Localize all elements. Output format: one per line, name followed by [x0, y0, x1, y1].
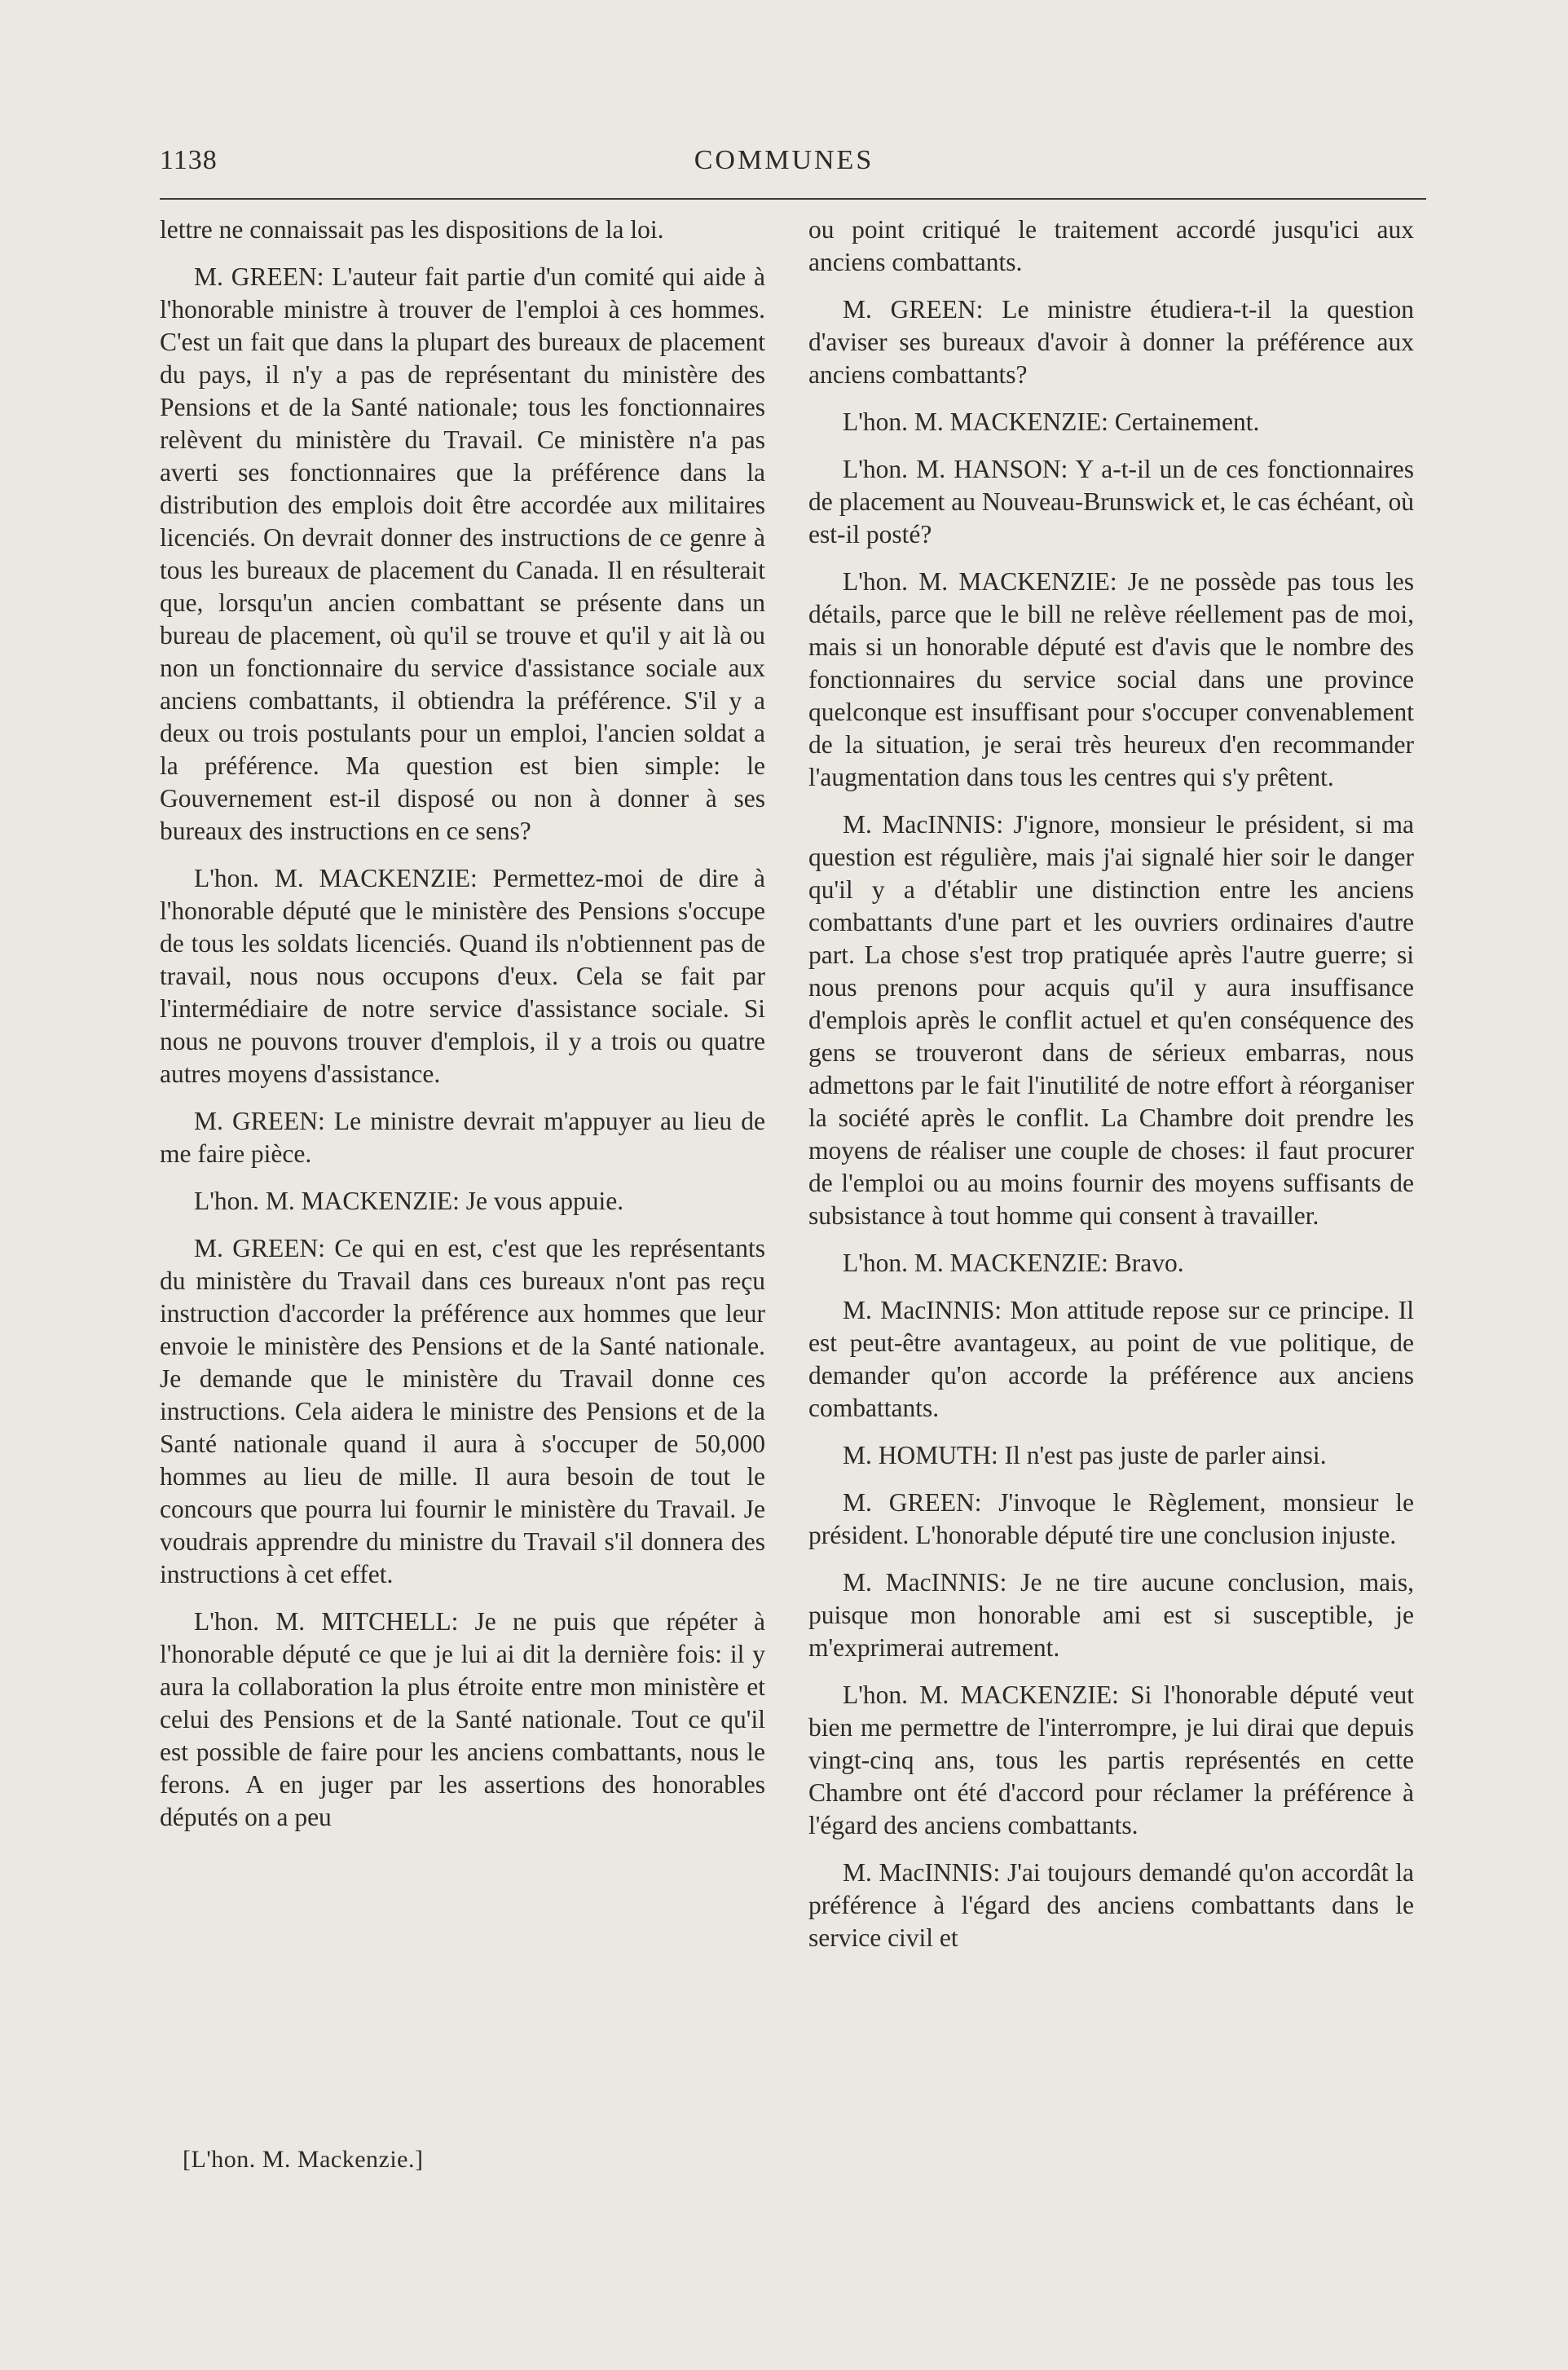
paragraph: M. GREEN: Ce qui en est, c'est que les représentants du ministère du Travail dans ces bureaux n'ont pas reçu instruction d'accorder la préférence aux hommes que leur envoie le ministère des Pensions et de la Santé nationale. Je demande que le ministère du Travail donne ces instructions. Cela aidera le ministre des Pensions et de la Santé nationale quand il aura à s'occuper de 50,000 hommes au lieu de mille. Il aura besoin de tout le concours que pourra lui fournir le ministère du Travail. Je voudrais apprendre du ministre du Travail s'il donnera des instructions à cet effet.	[160, 1234, 765, 1588]
paragraph: L'hon. M. MITCHELL: Je ne puis que répéter à l'honorable député ce que je lui ai dit la dernière fois: il y aura la collaboration la plus étroite entre mon ministère et celui des Pensions et de la Santé nationale. Tout ce qu'il est possible de faire pour les anciens combattants, nous le ferons. A en juger par les assertions des honorables députés on a peu	[160, 1607, 765, 1831]
paragraph: M. GREEN: Le ministre devrait m'appuyer au lieu de me faire pièce.	[160, 1107, 765, 1168]
header-rule	[160, 198, 1426, 200]
paragraph: L'hon. M. MACKENZIE: Permettez-moi de dire à l'honorable député que le ministère des Pensions s'occupe de tous les soldats licenciés. Quand ils n'obtiennent pas de travail, nous nous occupons d'eux. Cela se fait par l'intermédiaire de notre service d'assistance sociale. Si nous ne pouvons trouver d'emplois, il y a trois ou quatre autres moyens d'assistance.	[160, 864, 765, 1088]
paragraph: M. MacINNIS: Mon attitude repose sur ce principe. Il est peut-être avantageux, au point de vue politique, de demander qu'on accorde la préférence aux anciens combattants.	[808, 1296, 1414, 1422]
paragraph: M. HOMUTH: Il n'est pas juste de parler ainsi.	[843, 1441, 1327, 1469]
paragraph: M. MacINNIS: J'ai toujours demandé qu'on accordât la préférence à l'égard des anciens combattants dans le service civil et	[808, 1858, 1414, 1952]
right-column	[808, 214, 1414, 1969]
left-column	[160, 214, 765, 1848]
speaker-reference: [L'hon. M. Mackenzie.]	[183, 2146, 424, 2173]
paragraph: M. MacINNIS: J'ignore, monsieur le président, si ma question est régulière, mais j'ai signalé hier soir le danger qu'il y a d'établir une distinction entre les anciens combattants d'une part et les ouvriers ordinaires d'autre part. La chose s'est trop pratiquée après l'autre guerre; si nous prenons pour acquis qu'il y aura insuffisance d'emplois après le conflit actuel et qu'en conséquence des gens se trouveront dans de sérieux embarras, nous admettons par le fait l'inutilité de notre effort à réorganiser la société après le conflit. La Chambre doit prendre les moyens de réaliser une couple de choses: il faut procurer de l'emploi ou au moins fournir des moyens suffisants de subsistance à tout homme qui consent à travailler.	[808, 810, 1414, 1230]
paragraph: M. GREEN: L'auteur fait partie d'un comité qui aide à l'honorable ministre à trouver de l'emploi à ces hommes. C'est un fait que dans la plupart des bureaux de placement du pays, il n'y a pas de représentant du ministère des Pensions et de la Santé nationale; tous les fonctionnaires relèvent du ministère du Travail. Ce ministère n'a pas averti ses fonctionnaires que la préférence dans la distribution des emplois doit être accordée aux militaires licenciés. On devrait donner des instructions de ce genre à tous les bureaux de placement du Canada. Il en résulterait que, lorsqu'un ancien combattant se présente dans un bureau de placement, où qu'il se trouve et qu'il y ait là ou non un fonctionnaire du service d'assistance sociale aux anciens combattants, il obtiendra la préférence. S'il y a deux ou trois postulants pour un emploi, l'ancien soldat a la préférence. Ma question est bien simple: le Gouvernement est-il disposé ou non à donner à ses bureaux des instructions en ce sens?	[160, 262, 765, 845]
paragraph: L'hon. M. HANSON: Y a-t-il un de ces fonctionnaires de placement au Nouveau-Brunswick et, le cas échéant, où est-il posté?	[808, 455, 1414, 548]
paragraph: M. GREEN: J'invoque le Règlement, monsieur le président. L'honorable député tire une conclusion injuste.	[808, 1488, 1414, 1549]
page-number: 1138	[160, 145, 218, 175]
paragraph: L'hon. M. MACKENZIE: Si l'honorable député veut bien me permettre de l'interrompre, je lui dirai que depuis vingt-cinq ans, tous les partis représentés en cette Chambre ont été d'accord pour réclamer la préférence à l'égard des anciens combattants.	[808, 1681, 1414, 1839]
paragraph: M. MacINNIS: Je ne tire aucune conclusion, mais, puisque mon honorable ami est si susceptible, je m'exprimerai autrement.	[808, 1568, 1414, 1662]
paragraph: lettre ne connaissait pas les dispositions de la loi.	[160, 215, 664, 244]
paragraph: ou point critiqué le traitement accordé jusqu'ici aux anciens combattants.	[808, 215, 1414, 276]
paragraph: L'hon. M. MACKENZIE: Certainement.	[843, 407, 1260, 436]
paragraph: L'hon. M. MACKENZIE: Je vous appuie.	[194, 1187, 624, 1215]
paragraph: L'hon. M. MACKENZIE: Je ne possède pas tous les détails, parce que le bill ne relève réellement pas de moi, mais si un honorable député est d'avis que le nombre des fonctionnaires du service social dans une province quelconque est insuffisant pour s'occuper convenablement de la situation, je serai très heureux d'en recommander l'augmentation dans tous les centres qui s'y prêtent.	[808, 567, 1414, 791]
paragraph: L'hon. M. MACKENZIE: Bravo.	[843, 1249, 1184, 1277]
paragraph: M. GREEN: Le ministre étudiera-t-il la question d'aviser ses bureaux d'avoir à donner la préférence aux anciens combattants?	[808, 295, 1414, 389]
running-head: COMMUNES	[694, 145, 874, 175]
